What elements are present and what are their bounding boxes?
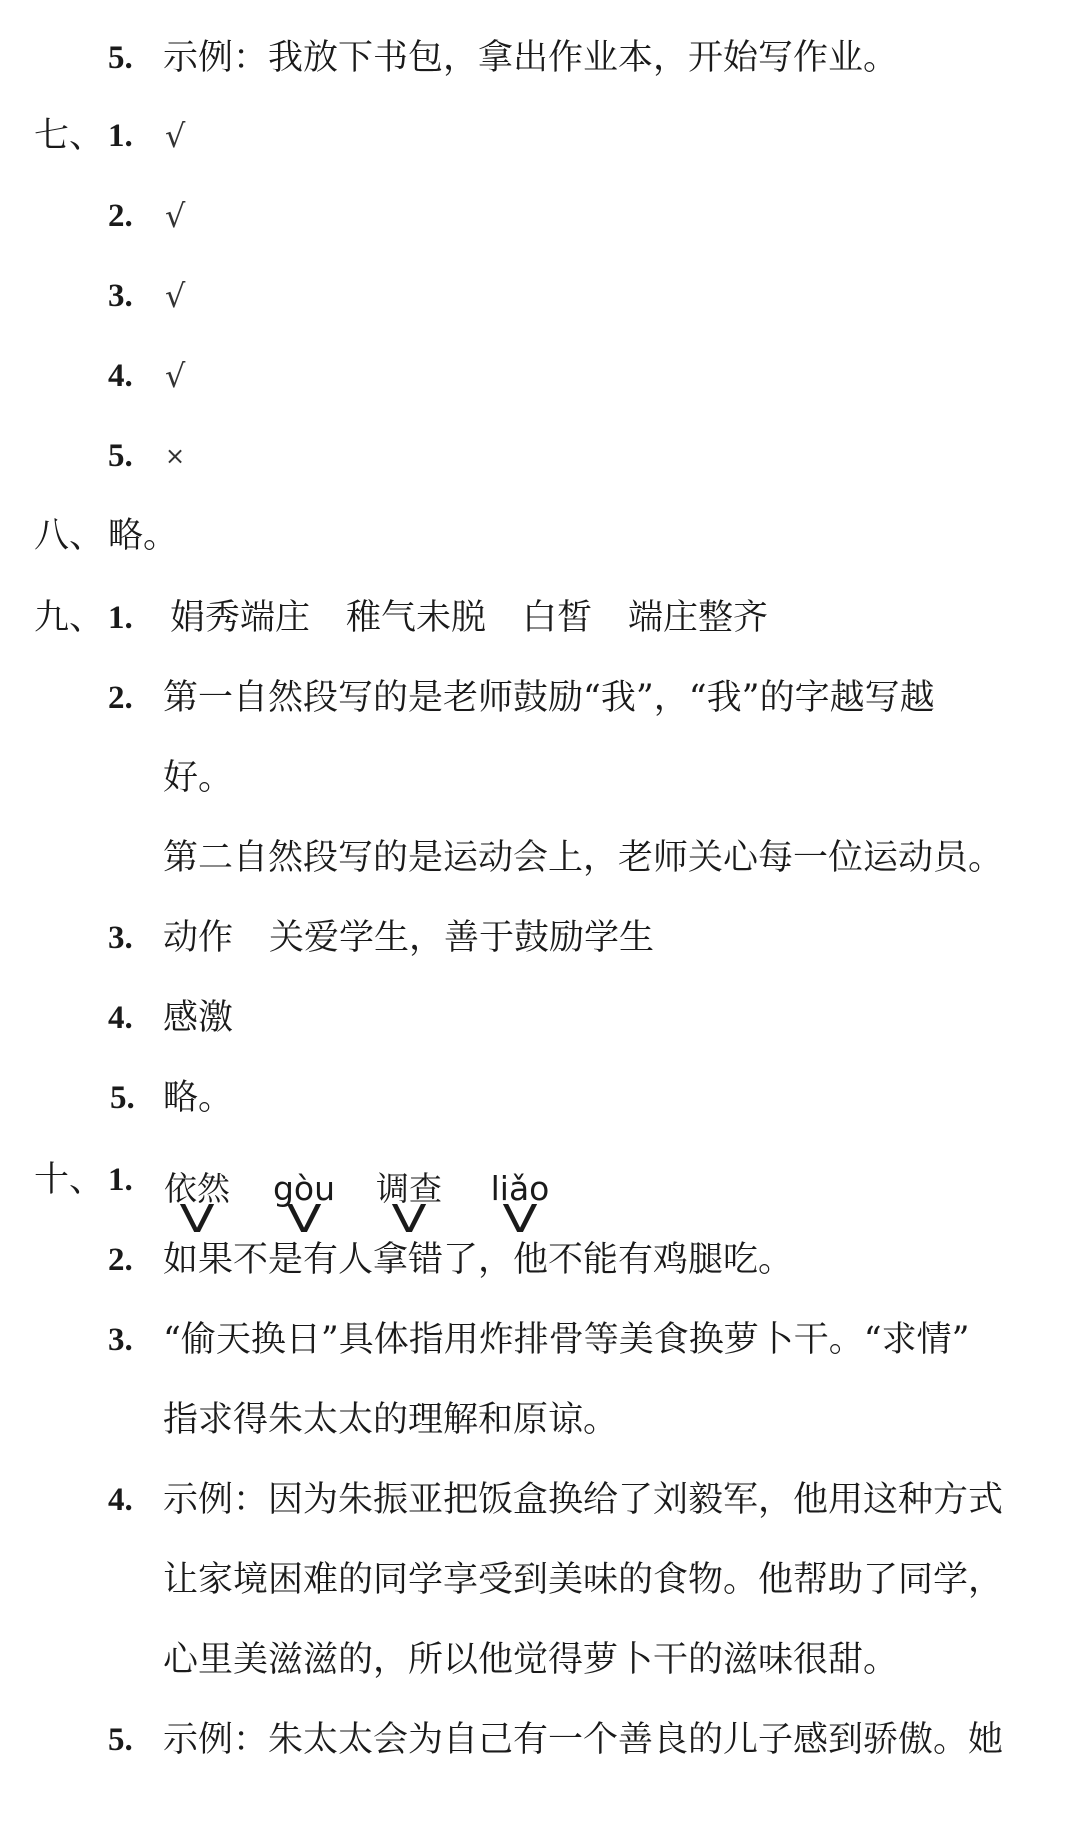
- q8-text: 略。: [108, 516, 179, 556]
- q9-item-1-number: 1.: [108, 600, 133, 636]
- q7-item-5-number: 5.: [108, 438, 133, 474]
- section-8-label: 八、: [34, 516, 105, 556]
- q6-item-5-number: 5.: [108, 40, 133, 76]
- q10-item-4-line-1: 示例：因为朱振亚把饭盒换给了刘毅军，他用这种方式: [163, 1480, 1004, 1520]
- q9-item-2-line-3: 第二自然段写的是运动会上，老师关心每一位运动员。: [163, 838, 1004, 878]
- q10-choice-1-text: 依然: [164, 1169, 230, 1208]
- q10-item-5-number: 5.: [108, 1722, 133, 1758]
- q10-item-3-number: 3.: [108, 1322, 133, 1358]
- q9-word-2: 稚气未脱: [346, 598, 487, 638]
- q10-item-2-answer: 如果不是有人拿错了，他不能有鸡腿吃。: [163, 1240, 794, 1280]
- q10-item-2-number: 2.: [108, 1242, 133, 1278]
- q7-item-4-check-mark: √: [165, 357, 186, 395]
- q9-item-4-number: 4.: [108, 1000, 133, 1036]
- q10-item-3-line-2: 指求得朱太太的理解和原谅。: [163, 1400, 619, 1440]
- q7-item-1-number: 1.: [108, 118, 133, 154]
- q10-item-4-number: 4.: [108, 1482, 133, 1518]
- q10-item-4-line-2: 让家境困难的同学享受到美味的食物。他帮助了同学，: [163, 1560, 1004, 1600]
- q9-item-2-line-1: 第一自然段写的是老师鼓励“我”，“我”的字越写越: [163, 678, 935, 718]
- q10-choice-4-text: liǎo: [490, 1169, 550, 1208]
- q7-item-4-number: 4.: [108, 358, 133, 394]
- q9-item-5-answer: 略。: [163, 1078, 234, 1118]
- q9-item-4-answer: 感激: [163, 998, 234, 1038]
- q10-choice-3: [371, 1169, 447, 1241]
- q10-item-4-line-3: 心里美滋滋的，所以他觉得萝卜干的滋味很甜。: [163, 1640, 899, 1680]
- q10-choice-4: [484, 1169, 556, 1241]
- q9-item-1-answer: [170, 596, 768, 640]
- section-7-label: 七、: [34, 116, 105, 156]
- q10-choice-2-text: gòu: [272, 1169, 336, 1208]
- q9-item-2-line-2: 好。: [163, 758, 234, 798]
- q9-item-3-part-1: 动作: [163, 918, 234, 958]
- q10-choice-3-text: 调查: [376, 1169, 442, 1208]
- q9-word-1: 娟秀端庄: [170, 598, 311, 638]
- q9-item-5-number: 5.: [110, 1080, 135, 1116]
- q10-item-3-line-1: “偷天换日”具体指用炸排骨等美食换萝卜干。“求情”: [163, 1320, 970, 1360]
- q7-item-3-number: 3.: [108, 278, 133, 314]
- q9-word-3: 白皙: [522, 598, 593, 638]
- q9-item-3-answer: [163, 916, 654, 960]
- q10-choice-4-check-mark: V: [502, 1197, 538, 1241]
- q6-item-5-text: 示例：我放下书包，拿出作业本，开始写作业。: [163, 38, 899, 78]
- section-10-label: 十、: [34, 1160, 105, 1200]
- q7-item-2-check-mark: √: [165, 197, 186, 235]
- q9-item-3-part-2: 关爱学生，善于鼓励学生: [269, 918, 655, 958]
- q9-item-2-number: 2.: [108, 680, 133, 716]
- q7-item-2-number: 2.: [108, 198, 133, 234]
- q10-item-5-line-1: 示例：朱太太会为自己有一个善良的儿子感到骄傲。她: [163, 1720, 1004, 1760]
- q10-choice-2-check-mark: V: [286, 1197, 322, 1241]
- q10-choice-1-check-mark: V: [179, 1197, 215, 1241]
- q9-word-4: 端庄整齐: [628, 598, 769, 638]
- q10-choice-2: [268, 1169, 340, 1241]
- q10-choice-1: [158, 1169, 236, 1241]
- q10-item-1-number: 1.: [108, 1162, 133, 1198]
- q10-choice-3-check-mark: V: [391, 1197, 427, 1241]
- q7-item-3-check-mark: √: [165, 277, 186, 315]
- q7-item-1-check-mark: √: [165, 117, 186, 155]
- q7-item-5-cross-mark: ×: [165, 442, 186, 470]
- section-9-label: 九、: [34, 598, 105, 638]
- q9-item-3-number: 3.: [108, 920, 133, 956]
